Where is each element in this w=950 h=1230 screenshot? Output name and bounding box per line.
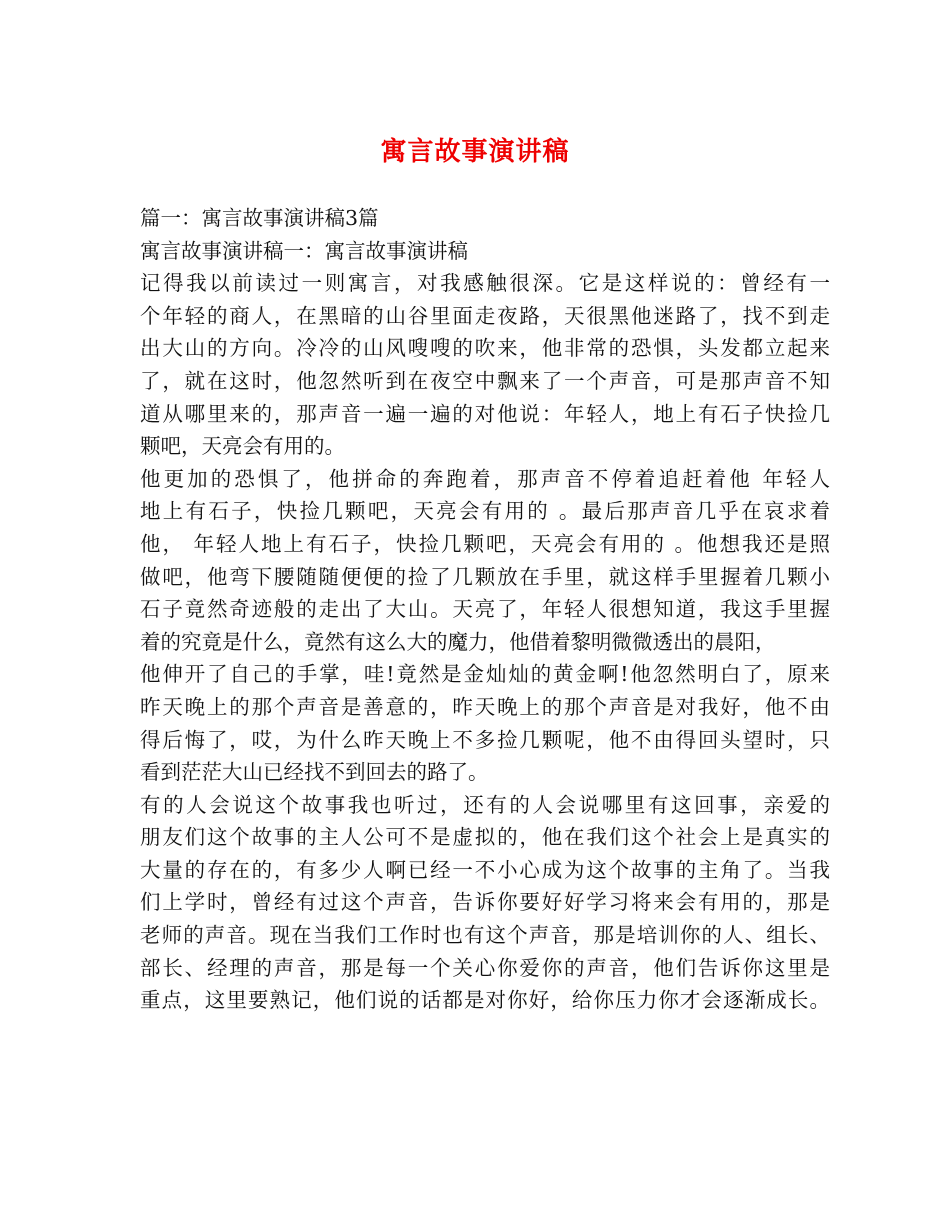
body-line: 大量的存在的，有多少人啊已经一不小心成为这个故事的主角了。当我: [140, 857, 830, 882]
body-line: 他更加的恐惧了，他拼命的奔跑着，那声音不停着追赶着他 年轻人: [140, 466, 830, 491]
document-title: 寓言故事演讲稿: [380, 137, 570, 167]
body-line: 他， 年轻人地上有石子，快捡几颗吧，天亮会有用的 。他想我还是照: [140, 531, 830, 556]
body-line: 着的究竟是什么，竟然有这么大的魔力，他借着黎明微微透出的晨阳，: [140, 629, 776, 654]
body-line: 他伸开了自己的手掌，哇!竟然是金灿灿的黄金啊!他忽然明白了，原来: [140, 662, 830, 687]
body-line: 了，就在这时，他忽然听到在夜空中飘来了一个声音，可是那声音不知: [140, 368, 830, 393]
document-body: [140, 202, 830, 1017]
body-line: 们上学时，曾经有过这个声音，告诉你要好好学习将来会有用的，那是: [140, 890, 830, 915]
body-line: 昨天晚上的那个声音是善意的，昨天晚上的那个声音是对我好，他不由: [140, 694, 830, 719]
body-line: 有的人会说这个故事我也听过，还有的人会说哪里有这回事，亲爱的: [140, 792, 830, 817]
body-line: 颗吧，天亮会有用的。: [140, 434, 345, 459]
body-line: 出大山的方向。冷冷的山风嗖嗖的吹来，他非常的恐惧，头发都立起来: [140, 336, 830, 361]
body-line: 做吧，他弯下腰随随便便的捡了几颗放在手里，就这样手里握着几颗小: [140, 564, 830, 589]
body-line: 寓言故事演讲稿一：寓言故事演讲稿: [140, 238, 468, 263]
body-line: 个年轻的商人，在黑暗的山谷里面走夜路，天很黑他迷路了，找不到走: [140, 303, 830, 328]
body-line: 重点，这里要熟记，他们说的话都是对你好，给你压力你才会逐渐成长。: [140, 988, 830, 1013]
body-line: 部长、经理的声音，那是每一个关心你爱你的声音，他们告诉你这里是: [140, 955, 830, 980]
body-line: 篇一：寓言故事演讲稿3篇: [140, 206, 379, 230]
body-line: 朋友们这个故事的主人公可不是虚拟的，他在我们这个社会上是真实的: [140, 825, 830, 850]
body-line: 石子竟然奇迹般的走出了大山。天亮了，年轻人很想知道，我这手里握: [140, 597, 830, 622]
body-line: 看到茫茫大山已经找不到回去的路了。: [140, 760, 489, 785]
body-line: 老师的声音。现在当我们工作时也有这个声音，那是培训你的人、组长、: [140, 923, 830, 948]
body-line: 得后悔了，哎，为什么昨天晚上不多捡几颗呢，他不由得回头望时，只: [140, 727, 830, 752]
body-line: 记得我以前读过一则寓言，对我感触很深。它是这样说的：曾经有一: [140, 271, 830, 296]
body-line: 地上有石子，快捡几颗吧，天亮会有用的 。最后那声音几乎在哀求着: [140, 499, 830, 524]
body-line: 道从哪里来的，那声音一遍一遍的对他说：年轻人，地上有石子快捡几: [140, 401, 830, 426]
